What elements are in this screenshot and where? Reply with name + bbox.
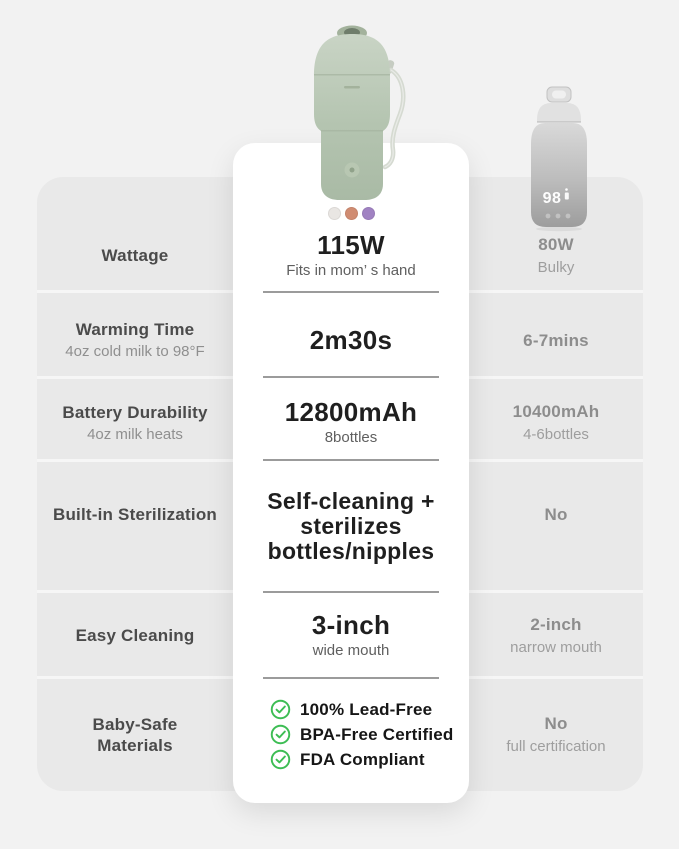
row-battery-ours (233, 378, 469, 461)
ours-value: 3-inch (311, 609, 391, 640)
feature-label: Built-in Sterilization (52, 505, 217, 524)
bottle-cap (537, 103, 581, 123)
brand-logo-mark (344, 86, 360, 89)
ours-subvalue: 8bottles (324, 429, 378, 446)
row-warming-time-ours (233, 292, 469, 378)
feature-label: Easy Cleaning (75, 625, 195, 645)
theirs-value: 80W (538, 235, 574, 254)
ours-value: 115W (317, 230, 385, 260)
checklist-item (270, 699, 432, 720)
feature-sublabel: 4oz milk heats (87, 425, 183, 443)
row-cleaning-feature (37, 592, 233, 678)
theirs-value: 2-inch (530, 614, 582, 634)
theirs-value: 6-7mins (523, 330, 589, 350)
row-materials-ours (233, 678, 469, 791)
row-wattage-theirs (469, 177, 643, 292)
row-sterilization-ours (233, 461, 469, 592)
row-materials-feature (37, 678, 233, 791)
ours-subvalue: wide mouth (312, 641, 390, 659)
theirs-value: No (544, 505, 568, 524)
check-circle-icon (270, 749, 291, 770)
checklist-label: FDA Compliant (300, 749, 425, 769)
checklist-label: BPA-Free Certified (300, 724, 454, 744)
theirs-subvalue: narrow mouth (510, 638, 602, 656)
checklist-label: 100% Lead-Free (300, 699, 433, 719)
row-cleaning-theirs (469, 592, 643, 678)
theirs-value: 10400mAh (512, 402, 600, 421)
row-wattage-feature (37, 177, 233, 292)
row-sterilization-feature (37, 461, 233, 592)
theirs-subvalue: full certification (506, 738, 606, 755)
check-circle-icon (270, 724, 291, 745)
featured-bottle-warmer-image (304, 24, 408, 202)
theirs-subvalue: Bulky (537, 259, 575, 276)
row-sterilization-theirs (469, 461, 643, 592)
row-cleaning-ours (233, 592, 469, 678)
ours-value: Self-cleaning + sterilizes bottles/nipples (267, 488, 435, 564)
feature-label: Baby-Safe Materials (92, 714, 178, 755)
check-circle-icon (270, 699, 291, 720)
row-warming-time-feature (37, 292, 233, 378)
ours-value: 12800mAh (284, 397, 418, 427)
feature-label: Warming Time (75, 320, 195, 339)
ours-value: 2m30s (309, 325, 393, 355)
temp-display: 98 (542, 190, 562, 207)
row-battery-theirs (469, 378, 643, 461)
checklist-item (270, 724, 453, 745)
theirs-value: No (544, 714, 568, 733)
row-materials-theirs (469, 678, 643, 791)
row-warming-time-theirs (469, 292, 643, 378)
row-battery-feature (37, 378, 233, 461)
ours-subvalue: Fits in mom’ s hand (286, 262, 416, 279)
feature-label: Wattage (101, 246, 169, 265)
checklist-item (270, 749, 425, 770)
feature-label: Battery Durability (62, 402, 208, 422)
theirs-subvalue: 4-6bottles (523, 426, 589, 443)
feature-sublabel: 4oz cold milk to 98°F (65, 343, 205, 360)
